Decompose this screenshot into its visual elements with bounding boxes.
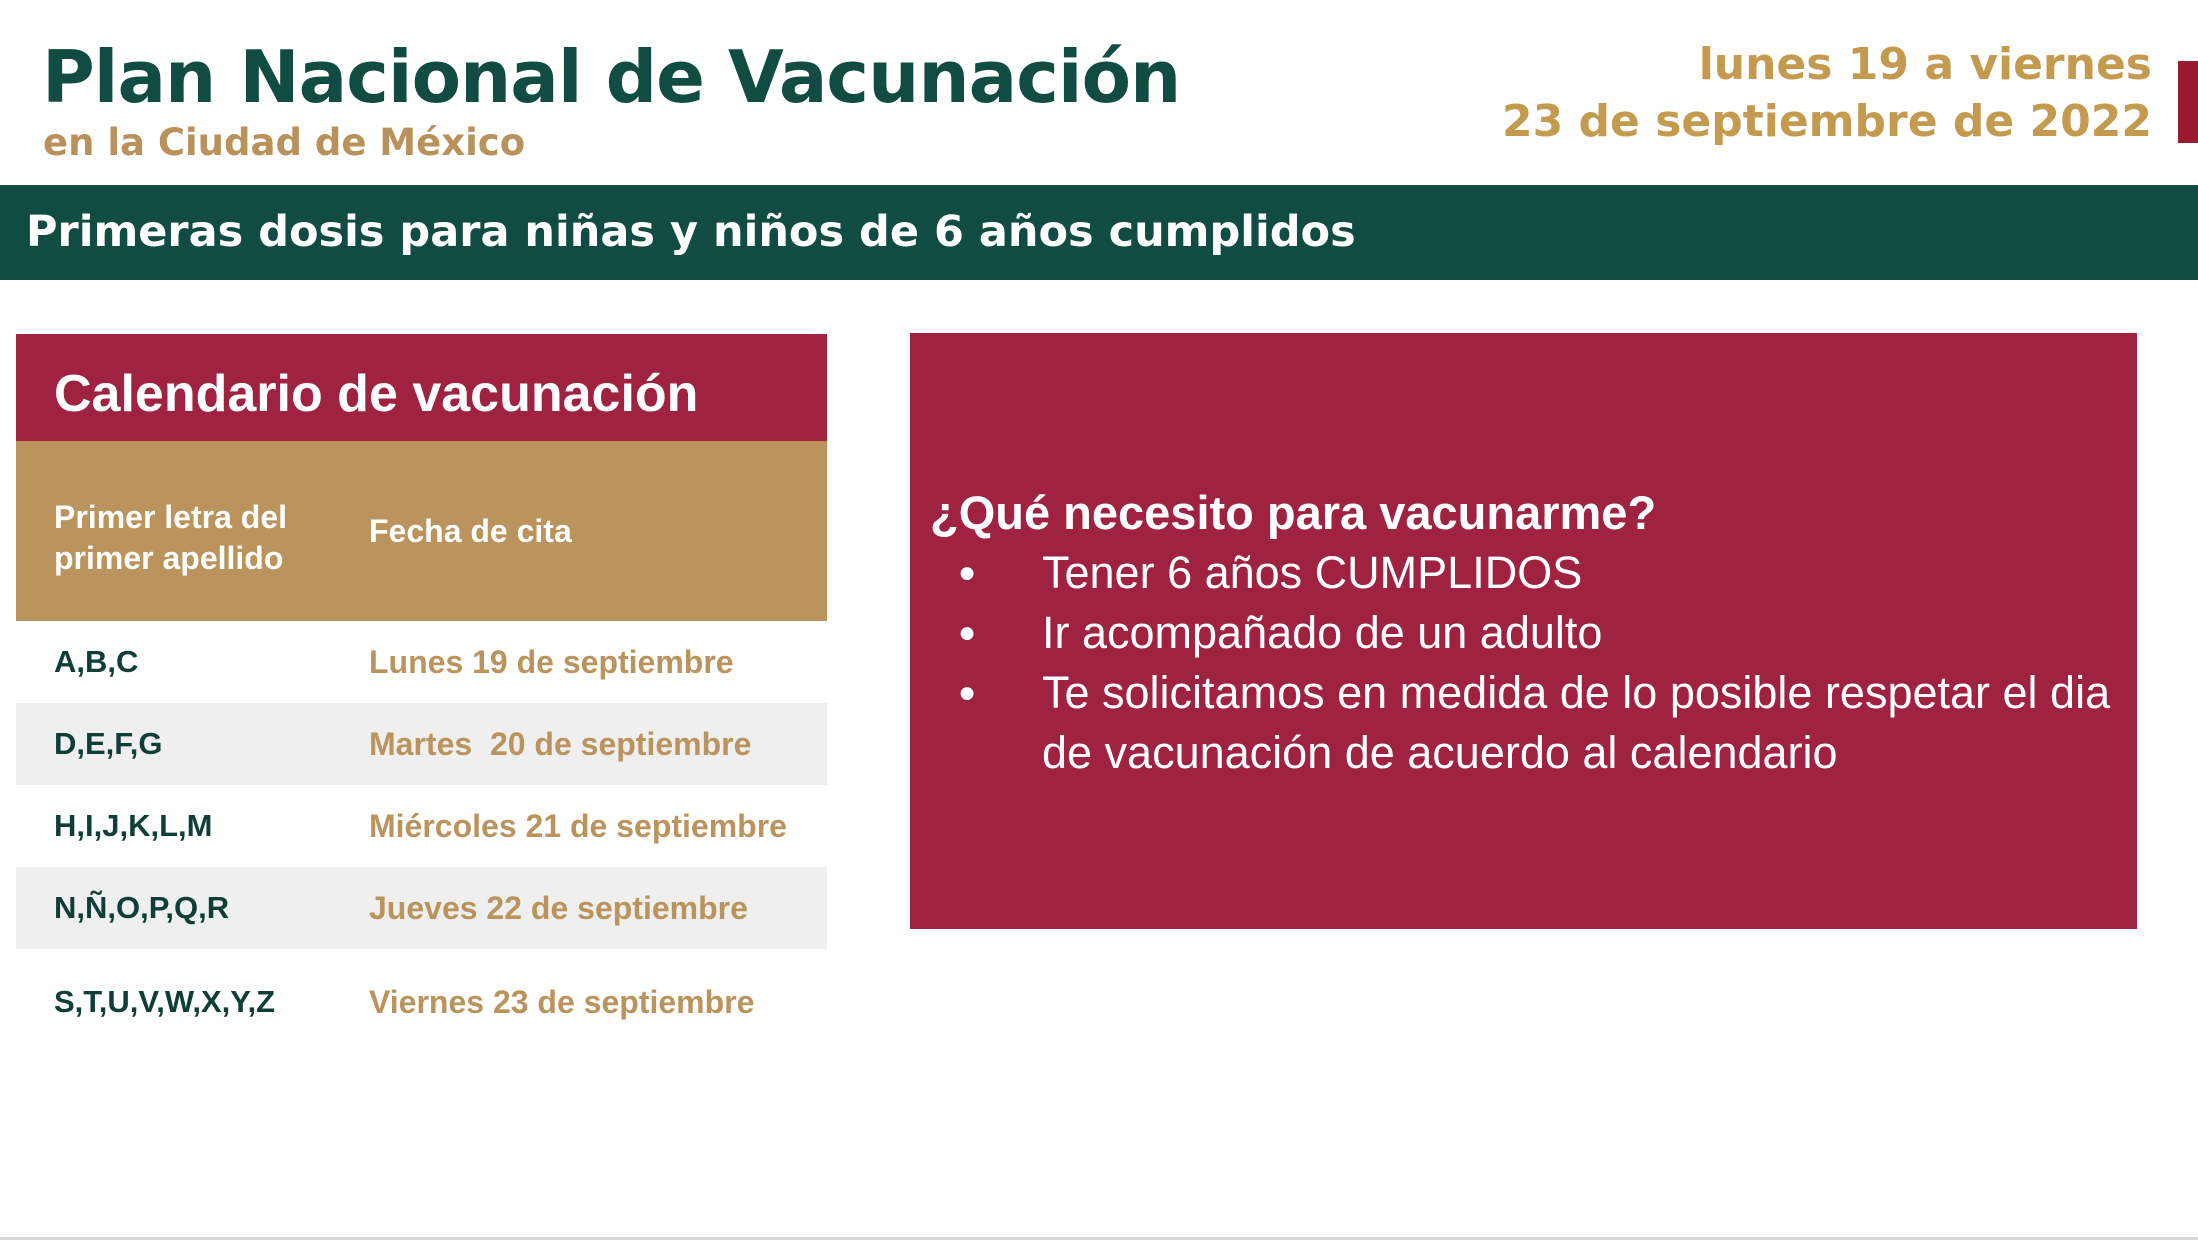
bottom-divider xyxy=(0,1237,2198,1240)
page-subtitle: en la Ciudad de México xyxy=(43,121,526,164)
column-header-appointment-date: Fecha de cita xyxy=(369,512,572,549)
row-date: Viernes 23 de septiembre xyxy=(369,983,755,1020)
list-item xyxy=(910,663,2122,783)
column-header-surname-letter: Primer letra del primer apellido xyxy=(54,499,287,576)
date-range-line-1: lunes 19 a viernes xyxy=(1698,39,2152,90)
red-accent-bar xyxy=(2178,61,2198,143)
calendar-title: Calendario de vacunación xyxy=(16,334,827,441)
page-title: Plan Nacional de Vacunación xyxy=(42,35,1181,119)
calendar-header-row xyxy=(16,441,827,621)
row-letters: D,E,F,G xyxy=(54,726,163,761)
date-range-line-2: 23 de septiembre de 2022 xyxy=(1501,96,2152,147)
banner-text: Primeras dosis para niñas y niños de 6 años cumplidos xyxy=(26,207,1356,257)
vaccination-calendar xyxy=(16,334,827,1055)
row-letters: A,B,C xyxy=(54,644,139,679)
requirements-list xyxy=(910,543,2122,783)
bullet-icon: ● xyxy=(958,676,977,709)
row-date: Jueves 22 de septiembre xyxy=(369,889,748,926)
requirement-text: Ir acompañado de un adulto xyxy=(1042,607,1603,658)
requirement-text: Tener 6 años CUMPLIDOS xyxy=(1042,547,1583,598)
table-row xyxy=(16,949,827,1055)
row-letters: S,T,U,V,W,X,Y,Z xyxy=(54,984,276,1019)
requirement-text: Te solicitamos en medida de lo posible respetar el dia de vacunación de acuerdo al calendario xyxy=(1042,667,2111,778)
table-row xyxy=(16,867,827,949)
list-item xyxy=(910,603,2122,663)
section-banner xyxy=(0,185,2198,280)
row-letters: N,Ñ,O,P,Q,R xyxy=(54,890,230,925)
bullet-icon: ● xyxy=(958,616,977,649)
row-date: Martes 20 de septiembre xyxy=(369,725,752,762)
row-letters: H,I,J,K,L,M xyxy=(54,808,213,843)
date-range xyxy=(1502,36,2152,150)
requirements-title: ¿Qué necesito para vacunarme? xyxy=(930,486,1657,539)
table-row xyxy=(16,785,827,867)
requirements-panel xyxy=(910,333,2137,929)
table-row xyxy=(16,703,827,785)
row-date: Miércoles 21 de septiembre xyxy=(369,807,787,844)
row-date: Lunes 19 de septiembre xyxy=(369,643,734,680)
table-row xyxy=(16,621,827,703)
list-item xyxy=(910,543,2122,603)
bullet-icon: ● xyxy=(958,556,977,589)
